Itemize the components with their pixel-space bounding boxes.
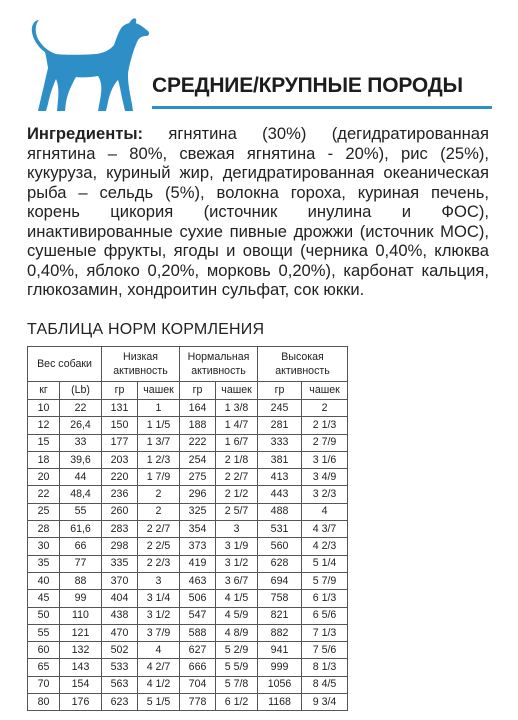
header-low-activity: Низкая активность	[102, 347, 180, 382]
col-high-g-cell: 531	[258, 521, 302, 538]
title-underline	[152, 106, 492, 109]
col-lb-cell: 99	[60, 590, 102, 607]
col-kg-cell: 45	[28, 590, 60, 607]
col-normal-g-cell: 325	[180, 503, 216, 520]
ingredients-text: ягнятина (30%) (дегидратированная ягнятина – 80%, свежая ягнятина - 20%), рис (25%), кукуруза, куриный жир, дегидратированная океаническая рыба – сельдь (5%), волокна гороха, куриная печень, корень цикория (источник инулина и ФОС), инактивированные сухие пивные дрожжи (источник МОС), сушеные фрукты, ягоды и овощи (черника 0,40%, клюква 0,40%, яблоко 0,20%, морковь 0,20%), карбонат кальция, глюкозамин, хондроитин сульфат, сок юкки.	[27, 124, 489, 299]
col-lb-cell: 110	[60, 607, 102, 624]
table-row	[28, 694, 348, 711]
col-lb-cell: 121	[60, 624, 102, 641]
feeding-table	[27, 346, 348, 711]
table-title: ТАБЛИЦА НОРМ КОРМЛЕНИЯ	[27, 321, 265, 338]
col-low-cups-cell: 1 3/7	[138, 434, 180, 451]
col-lb-header: (Lb)	[60, 382, 102, 400]
col-low-cups-cell: 1 7/9	[138, 469, 180, 486]
col-kg-cell: 15	[28, 434, 60, 451]
col-high-cups-cell: 8 1/3	[302, 659, 348, 676]
col-high-cups-cell: 2	[302, 400, 348, 417]
col-high-g-cell: 488	[258, 503, 302, 520]
header-dog-weight: Вес собаки	[28, 347, 102, 382]
col-low-cups-cell: 2 2/7	[138, 521, 180, 538]
col-low-g-cell: 177	[102, 434, 138, 451]
col-normal-cups-cell: 4 8/9	[216, 624, 258, 641]
table-row	[28, 521, 348, 538]
col-lb-cell: 26,4	[60, 417, 102, 434]
col-kg-cell: 18	[28, 451, 60, 468]
col-normal-g-cell: 275	[180, 469, 216, 486]
col-normal-g-cell: 419	[180, 555, 216, 572]
table-row	[28, 400, 348, 417]
col-low-g-header: гр	[102, 382, 138, 400]
col-lb-cell: 55	[60, 503, 102, 520]
table-row	[28, 434, 348, 451]
col-low-cups-cell: 2	[138, 486, 180, 503]
col-normal-cups-cell: 6 1/2	[216, 694, 258, 711]
page-title: СРЕДНИЕ/КРУПНЫЕ ПОРОДЫ	[152, 74, 463, 97]
col-low-cups-cell: 2	[138, 503, 180, 520]
col-low-g-cell: 563	[102, 676, 138, 693]
col-normal-g-cell: 506	[180, 590, 216, 607]
col-high-g-cell: 245	[258, 400, 302, 417]
header-normal-activity: Нормальная активность	[180, 347, 258, 382]
col-kg-cell: 55	[28, 624, 60, 641]
col-normal-cups-cell: 1 3/8	[216, 400, 258, 417]
col-lb-cell: 61,6	[60, 521, 102, 538]
col-high-cups-cell: 3 2/3	[302, 486, 348, 503]
col-lb-cell: 154	[60, 676, 102, 693]
col-high-cups-cell: 3 4/9	[302, 469, 348, 486]
col-lb-cell: 48,4	[60, 486, 102, 503]
col-kg-cell: 35	[28, 555, 60, 572]
col-normal-g-cell: 222	[180, 434, 216, 451]
col-low-cups-cell: 3 1/2	[138, 607, 180, 624]
col-high-g-cell: 443	[258, 486, 302, 503]
col-normal-cups-cell: 4 5/9	[216, 607, 258, 624]
col-lb-cell: 66	[60, 538, 102, 555]
col-low-g-cell: 502	[102, 642, 138, 659]
col-normal-g-cell: 704	[180, 676, 216, 693]
col-high-cups-cell: 4 2/3	[302, 538, 348, 555]
col-lb-cell: 88	[60, 572, 102, 589]
table-row	[28, 607, 348, 624]
col-low-cups-cell: 3 1/4	[138, 590, 180, 607]
col-low-g-cell: 283	[102, 521, 138, 538]
ingredients-label: Ингредиенты:	[27, 124, 144, 143]
col-low-g-cell: 404	[102, 590, 138, 607]
table-row	[28, 659, 348, 676]
col-normal-cups-cell: 3	[216, 521, 258, 538]
col-kg-cell: 28	[28, 521, 60, 538]
col-high-g-cell: 281	[258, 417, 302, 434]
col-low-g-cell: 438	[102, 607, 138, 624]
col-high-g-cell: 628	[258, 555, 302, 572]
col-normal-cups-cell: 2 2/7	[216, 469, 258, 486]
col-kg-cell: 60	[28, 642, 60, 659]
col-normal-cups-header: чашек	[216, 382, 258, 400]
col-normal-cups-cell: 5 5/9	[216, 659, 258, 676]
table-row	[28, 642, 348, 659]
col-lb-cell: 132	[60, 642, 102, 659]
col-normal-g-header: гр	[180, 382, 216, 400]
col-high-cups-cell: 9 3/4	[302, 694, 348, 711]
ingredients-paragraph	[27, 124, 489, 300]
col-normal-cups-cell: 2 5/7	[216, 503, 258, 520]
col-lb-cell: 77	[60, 555, 102, 572]
col-high-g-cell: 560	[258, 538, 302, 555]
col-low-g-cell: 150	[102, 417, 138, 434]
col-low-g-cell: 260	[102, 503, 138, 520]
col-kg-cell: 10	[28, 400, 60, 417]
col-lb-cell: 44	[60, 469, 102, 486]
col-low-cups-cell: 3	[138, 572, 180, 589]
col-normal-g-cell: 588	[180, 624, 216, 641]
col-low-g-cell: 533	[102, 659, 138, 676]
col-high-cups-cell: 6 1/3	[302, 590, 348, 607]
col-low-g-cell: 220	[102, 469, 138, 486]
col-kg-cell: 70	[28, 676, 60, 693]
col-low-g-cell: 370	[102, 572, 138, 589]
col-high-g-cell: 882	[258, 624, 302, 641]
col-normal-g-cell: 354	[180, 521, 216, 538]
col-low-g-cell: 335	[102, 555, 138, 572]
col-low-cups-cell: 1	[138, 400, 180, 417]
col-normal-g-cell: 164	[180, 400, 216, 417]
col-kg-cell: 30	[28, 538, 60, 555]
col-kg-cell: 80	[28, 694, 60, 711]
table-row	[28, 417, 348, 434]
col-normal-cups-cell: 3 1/9	[216, 538, 258, 555]
col-high-cups-cell: 2 7/9	[302, 434, 348, 451]
col-high-cups-header: чашек	[302, 382, 348, 400]
col-high-g-cell: 333	[258, 434, 302, 451]
col-high-cups-cell: 4	[302, 503, 348, 520]
col-low-cups-cell: 2 2/3	[138, 555, 180, 572]
col-high-g-cell: 758	[258, 590, 302, 607]
col-normal-cups-cell: 3 1/2	[216, 555, 258, 572]
col-lb-cell: 39,6	[60, 451, 102, 468]
col-kg-cell: 22	[28, 486, 60, 503]
col-normal-cups-cell: 1 6/7	[216, 434, 258, 451]
col-normal-cups-cell: 5 7/8	[216, 676, 258, 693]
col-high-g-cell: 941	[258, 642, 302, 659]
table-row	[28, 572, 348, 589]
col-kg-cell: 25	[28, 503, 60, 520]
col-normal-cups-cell: 4 1/5	[216, 590, 258, 607]
col-high-cups-cell: 4 3/7	[302, 521, 348, 538]
col-normal-g-cell: 254	[180, 451, 216, 468]
col-lb-cell: 143	[60, 659, 102, 676]
col-high-g-cell: 413	[258, 469, 302, 486]
col-high-cups-cell: 7 1/3	[302, 624, 348, 641]
col-high-cups-cell: 3 1/6	[302, 451, 348, 468]
col-high-cups-cell: 6 5/6	[302, 607, 348, 624]
col-normal-cups-cell: 5 2/9	[216, 642, 258, 659]
col-low-cups-header: чашек	[138, 382, 180, 400]
col-normal-cups-cell: 2 1/2	[216, 486, 258, 503]
col-low-cups-cell: 1 1/5	[138, 417, 180, 434]
col-normal-g-cell: 373	[180, 538, 216, 555]
col-normal-g-cell: 463	[180, 572, 216, 589]
col-normal-g-cell: 627	[180, 642, 216, 659]
col-high-g-cell: 1056	[258, 676, 302, 693]
col-lb-cell: 22	[60, 400, 102, 417]
col-low-cups-cell: 4	[138, 642, 180, 659]
col-normal-cups-cell: 1 4/7	[216, 417, 258, 434]
table-row	[28, 590, 348, 607]
col-high-g-cell: 821	[258, 607, 302, 624]
col-low-cups-cell: 4 2/7	[138, 659, 180, 676]
col-kg-header: кг	[28, 382, 60, 400]
table-row	[28, 486, 348, 503]
col-kg-cell: 65	[28, 659, 60, 676]
table-row	[28, 503, 348, 520]
col-low-cups-cell: 5 1/5	[138, 694, 180, 711]
col-normal-g-cell: 778	[180, 694, 216, 711]
col-normal-g-cell: 296	[180, 486, 216, 503]
col-high-g-header: гр	[258, 382, 302, 400]
header-high-activity: Высокая активность	[258, 347, 348, 382]
col-low-g-cell: 298	[102, 538, 138, 555]
col-lb-cell: 33	[60, 434, 102, 451]
col-normal-cups-cell: 2 1/8	[216, 451, 258, 468]
table-row	[28, 469, 348, 486]
col-high-g-cell: 381	[258, 451, 302, 468]
col-high-cups-cell: 5 7/9	[302, 572, 348, 589]
col-low-cups-cell: 1 2/3	[138, 451, 180, 468]
col-high-g-cell: 999	[258, 659, 302, 676]
col-high-cups-cell: 2 1/3	[302, 417, 348, 434]
col-low-g-cell: 470	[102, 624, 138, 641]
col-kg-cell: 12	[28, 417, 60, 434]
col-low-g-cell: 203	[102, 451, 138, 468]
col-normal-g-cell: 666	[180, 659, 216, 676]
col-low-g-cell: 131	[102, 400, 138, 417]
table-row	[28, 676, 348, 693]
table-row	[28, 538, 348, 555]
col-lb-cell: 176	[60, 694, 102, 711]
col-low-cups-cell: 2 2/5	[138, 538, 180, 555]
dog-silhouette-icon	[28, 14, 152, 114]
col-kg-cell: 50	[28, 607, 60, 624]
col-low-g-cell: 236	[102, 486, 138, 503]
col-high-g-cell: 1168	[258, 694, 302, 711]
col-kg-cell: 20	[28, 469, 60, 486]
col-high-g-cell: 694	[258, 572, 302, 589]
col-normal-g-cell: 188	[180, 417, 216, 434]
col-kg-cell: 40	[28, 572, 60, 589]
col-normal-g-cell: 547	[180, 607, 216, 624]
col-low-g-cell: 623	[102, 694, 138, 711]
table-row	[28, 451, 348, 468]
col-high-cups-cell: 8 4/5	[302, 676, 348, 693]
col-normal-cups-cell: 3 6/7	[216, 572, 258, 589]
col-high-cups-cell: 5 1/4	[302, 555, 348, 572]
col-low-cups-cell: 3 7/9	[138, 624, 180, 641]
table-row	[28, 555, 348, 572]
col-low-cups-cell: 4 1/2	[138, 676, 180, 693]
col-high-cups-cell: 7 5/6	[302, 642, 348, 659]
table-row	[28, 624, 348, 641]
